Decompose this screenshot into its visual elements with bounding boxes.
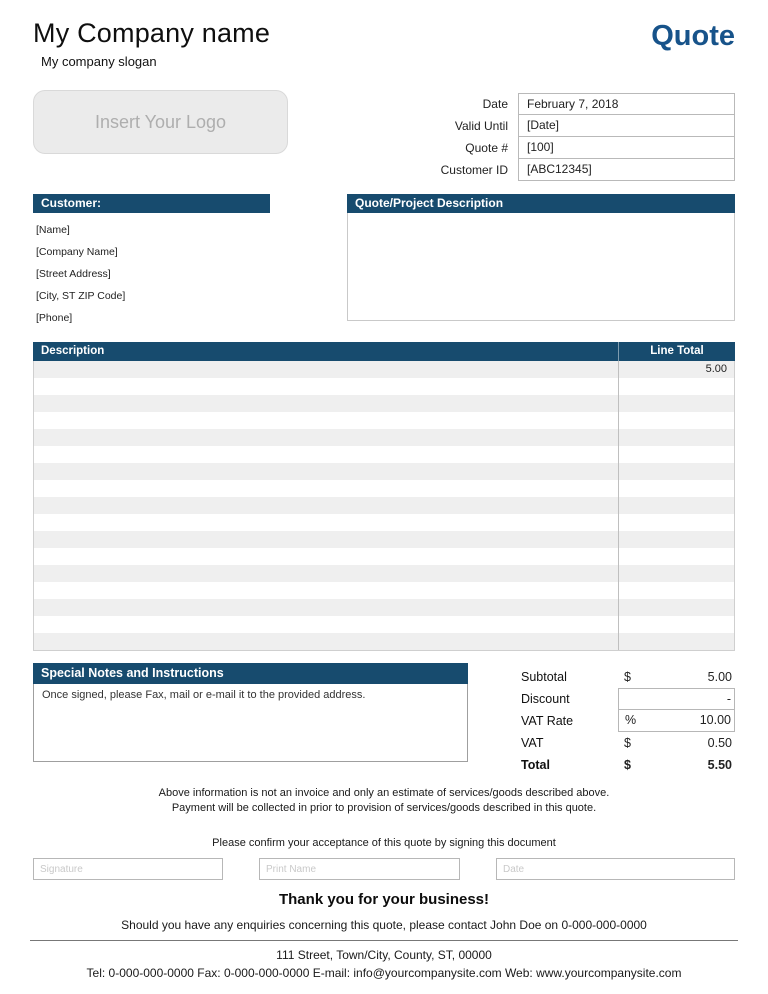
- disclaimer-line: Above information is not an invoice and only an estimate of services/goods described above.: [158, 787, 610, 799]
- description-cell[interactable]: [34, 616, 618, 633]
- totals-row-value: 10.00: [699, 713, 731, 727]
- customer-line[interactable]: [City, ST ZIP Code]: [36, 290, 126, 302]
- description-cell[interactable]: [34, 582, 618, 599]
- table-row: [34, 582, 734, 599]
- currency-symbol: $: [624, 758, 631, 772]
- footer-contact: Tel: 0-000-000-0000 Fax: 0-000-000-0000 E-mail: info@yourcompanysite.com Web: www.yourcompanysite.com: [86, 966, 682, 980]
- line-total-cell[interactable]: [618, 548, 734, 565]
- company-slogan: My company slogan: [41, 54, 157, 69]
- totals-row-cell[interactable]: [618, 666, 735, 688]
- document-header: [33, 18, 735, 69]
- enquiries-line: Should you have any enquiries concerning this quote, please contact John Doe on 0-000-000-0000: [121, 918, 647, 932]
- line-total-cell[interactable]: [618, 599, 734, 616]
- description-cell[interactable]: [34, 395, 618, 412]
- table-row: [34, 548, 734, 565]
- line-total-cell[interactable]: [618, 514, 734, 531]
- customer-line[interactable]: [Name]: [36, 224, 70, 236]
- table-row: [34, 531, 734, 548]
- description-cell[interactable]: [34, 412, 618, 429]
- line-items-table-body: [33, 361, 735, 651]
- description-cell[interactable]: [34, 446, 618, 463]
- table-row: [34, 446, 734, 463]
- line-items-table: [33, 342, 735, 651]
- totals-row-label: Total: [521, 758, 550, 772]
- logo-info-row: [33, 90, 735, 181]
- currency-symbol: $: [624, 736, 631, 750]
- totals-row-cell[interactable]: [618, 688, 735, 710]
- logo-placeholder-label: Insert Your Logo: [94, 111, 227, 132]
- line-total-cell[interactable]: [618, 582, 734, 599]
- totals-row-cell[interactable]: [618, 732, 735, 754]
- customer-line[interactable]: [Company Name]: [36, 246, 118, 258]
- customer-section-header: Customer:: [33, 194, 270, 213]
- document-title: Quote: [651, 20, 735, 52]
- info-field-value[interactable]: February 7, 2018: [518, 93, 735, 115]
- description-cell[interactable]: [34, 633, 618, 650]
- line-total-cell[interactable]: [618, 616, 734, 633]
- table-row: [34, 480, 734, 497]
- signature-input[interactable]: Signature: [33, 858, 223, 880]
- company-identity: [33, 18, 270, 69]
- description-cell[interactable]: [34, 429, 618, 446]
- info-field-row: [430, 137, 735, 159]
- description-cell[interactable]: [34, 497, 618, 514]
- line-total-cell[interactable]: [618, 633, 734, 650]
- totals-row-label: Discount: [521, 692, 570, 706]
- totals-row: [521, 710, 735, 732]
- project-description-box[interactable]: [347, 213, 735, 321]
- description-cell[interactable]: [34, 463, 618, 480]
- company-name: My Company name: [33, 18, 271, 48]
- customer-line[interactable]: [Phone]: [36, 312, 73, 324]
- line-total-cell[interactable]: [618, 395, 734, 412]
- table-row: [34, 633, 734, 650]
- table-row: [34, 361, 734, 378]
- totals-row-value: 0.50: [707, 736, 732, 750]
- table-row: [34, 378, 734, 395]
- currency-symbol: $: [624, 670, 631, 684]
- disclaimer-line: Payment will be collected in prior to provision of services/goods described in this quote.: [171, 802, 597, 814]
- customer-section: [33, 194, 270, 329]
- info-field-label: Date: [482, 97, 508, 111]
- info-field-value[interactable]: [Date]: [518, 114, 735, 137]
- description-cell[interactable]: [34, 531, 618, 548]
- quote-info-fields: [430, 93, 735, 181]
- table-row: [34, 565, 734, 582]
- footer-address: 111 Street, Town/City, County, ST, 00000: [276, 948, 492, 962]
- totals-row-value: -: [726, 692, 731, 706]
- totals-row: [521, 688, 735, 710]
- print-name-input[interactable]: Print Name: [259, 858, 460, 880]
- table-row: [34, 429, 734, 446]
- info-field-label: Customer ID: [440, 163, 508, 177]
- info-field-row: [430, 115, 735, 137]
- date-input[interactable]: Date: [496, 858, 735, 880]
- signature-row: [33, 858, 735, 880]
- line-total-cell[interactable]: [618, 497, 734, 514]
- line-total-cell[interactable]: [618, 565, 734, 582]
- table-row: [34, 497, 734, 514]
- line-total-cell[interactable]: [618, 480, 734, 497]
- customer-line[interactable]: [Street Address]: [36, 268, 111, 280]
- line-total-cell[interactable]: 5.00: [618, 361, 734, 378]
- description-cell[interactable]: [34, 378, 618, 395]
- line-total-cell[interactable]: [618, 429, 734, 446]
- thank-you-message: Thank you for your business!: [278, 891, 490, 908]
- acceptance-instruction: Please confirm your acceptance of this quote by signing this document: [212, 837, 556, 849]
- totals-row-label: VAT Rate: [521, 714, 574, 728]
- special-notes-section: [33, 663, 468, 776]
- special-notes-box[interactable]: Once signed, please Fax, mail or e-mail it to the provided address.: [33, 684, 468, 762]
- project-description-section: [347, 194, 735, 329]
- project-description-header: Quote/Project Description: [347, 194, 735, 213]
- description-column-header: Description: [41, 345, 105, 357]
- totals-row-value: 5.00: [707, 670, 732, 684]
- notes-totals-row: [33, 663, 735, 776]
- description-cell[interactable]: [34, 565, 618, 582]
- line-total-cell[interactable]: [618, 378, 734, 395]
- disclaimer-text: [33, 786, 735, 816]
- line-total-cell[interactable]: [618, 463, 734, 480]
- line-total-cell[interactable]: [618, 531, 734, 548]
- line-total-cell[interactable]: [618, 412, 734, 429]
- totals-row-value: 5.50: [707, 758, 732, 772]
- info-field-value[interactable]: [100]: [518, 136, 735, 159]
- totals-row-label: Subtotal: [521, 670, 567, 684]
- info-field-row: [430, 93, 735, 115]
- totals-row-label: VAT: [521, 736, 544, 750]
- info-field-label: Quote #: [465, 141, 508, 155]
- totals-row: [521, 666, 735, 688]
- info-field-value[interactable]: [ABC12345]: [518, 158, 735, 181]
- table-row: [34, 514, 734, 531]
- totals-row-cell[interactable]: [618, 709, 735, 732]
- totals-row: [521, 754, 735, 776]
- totals-row: [521, 732, 735, 754]
- description-cell[interactable]: [34, 480, 618, 497]
- totals-row-cell[interactable]: [618, 754, 735, 776]
- customer-lines: [33, 213, 270, 329]
- table-row: [34, 599, 734, 616]
- description-cell[interactable]: [34, 599, 618, 616]
- special-notes-header: Special Notes and Instructions: [33, 663, 468, 684]
- table-row: [34, 616, 734, 633]
- description-cell[interactable]: [34, 361, 618, 378]
- table-row: [34, 463, 734, 480]
- info-field-row: [430, 159, 735, 181]
- totals-section: [521, 666, 735, 776]
- info-field-label: Valid Until: [454, 119, 508, 133]
- footer-divider: [30, 940, 738, 941]
- description-cell[interactable]: [34, 514, 618, 531]
- line-total-column-header: Line Total: [618, 342, 735, 361]
- customer-project-row: [33, 194, 735, 329]
- description-cell[interactable]: [34, 548, 618, 565]
- table-row: [34, 412, 734, 429]
- logo-placeholder[interactable]: [33, 90, 288, 154]
- currency-symbol: %: [625, 713, 637, 727]
- table-row: [34, 395, 734, 412]
- line-items-table-header: [33, 342, 735, 361]
- line-total-cell[interactable]: [618, 446, 734, 463]
